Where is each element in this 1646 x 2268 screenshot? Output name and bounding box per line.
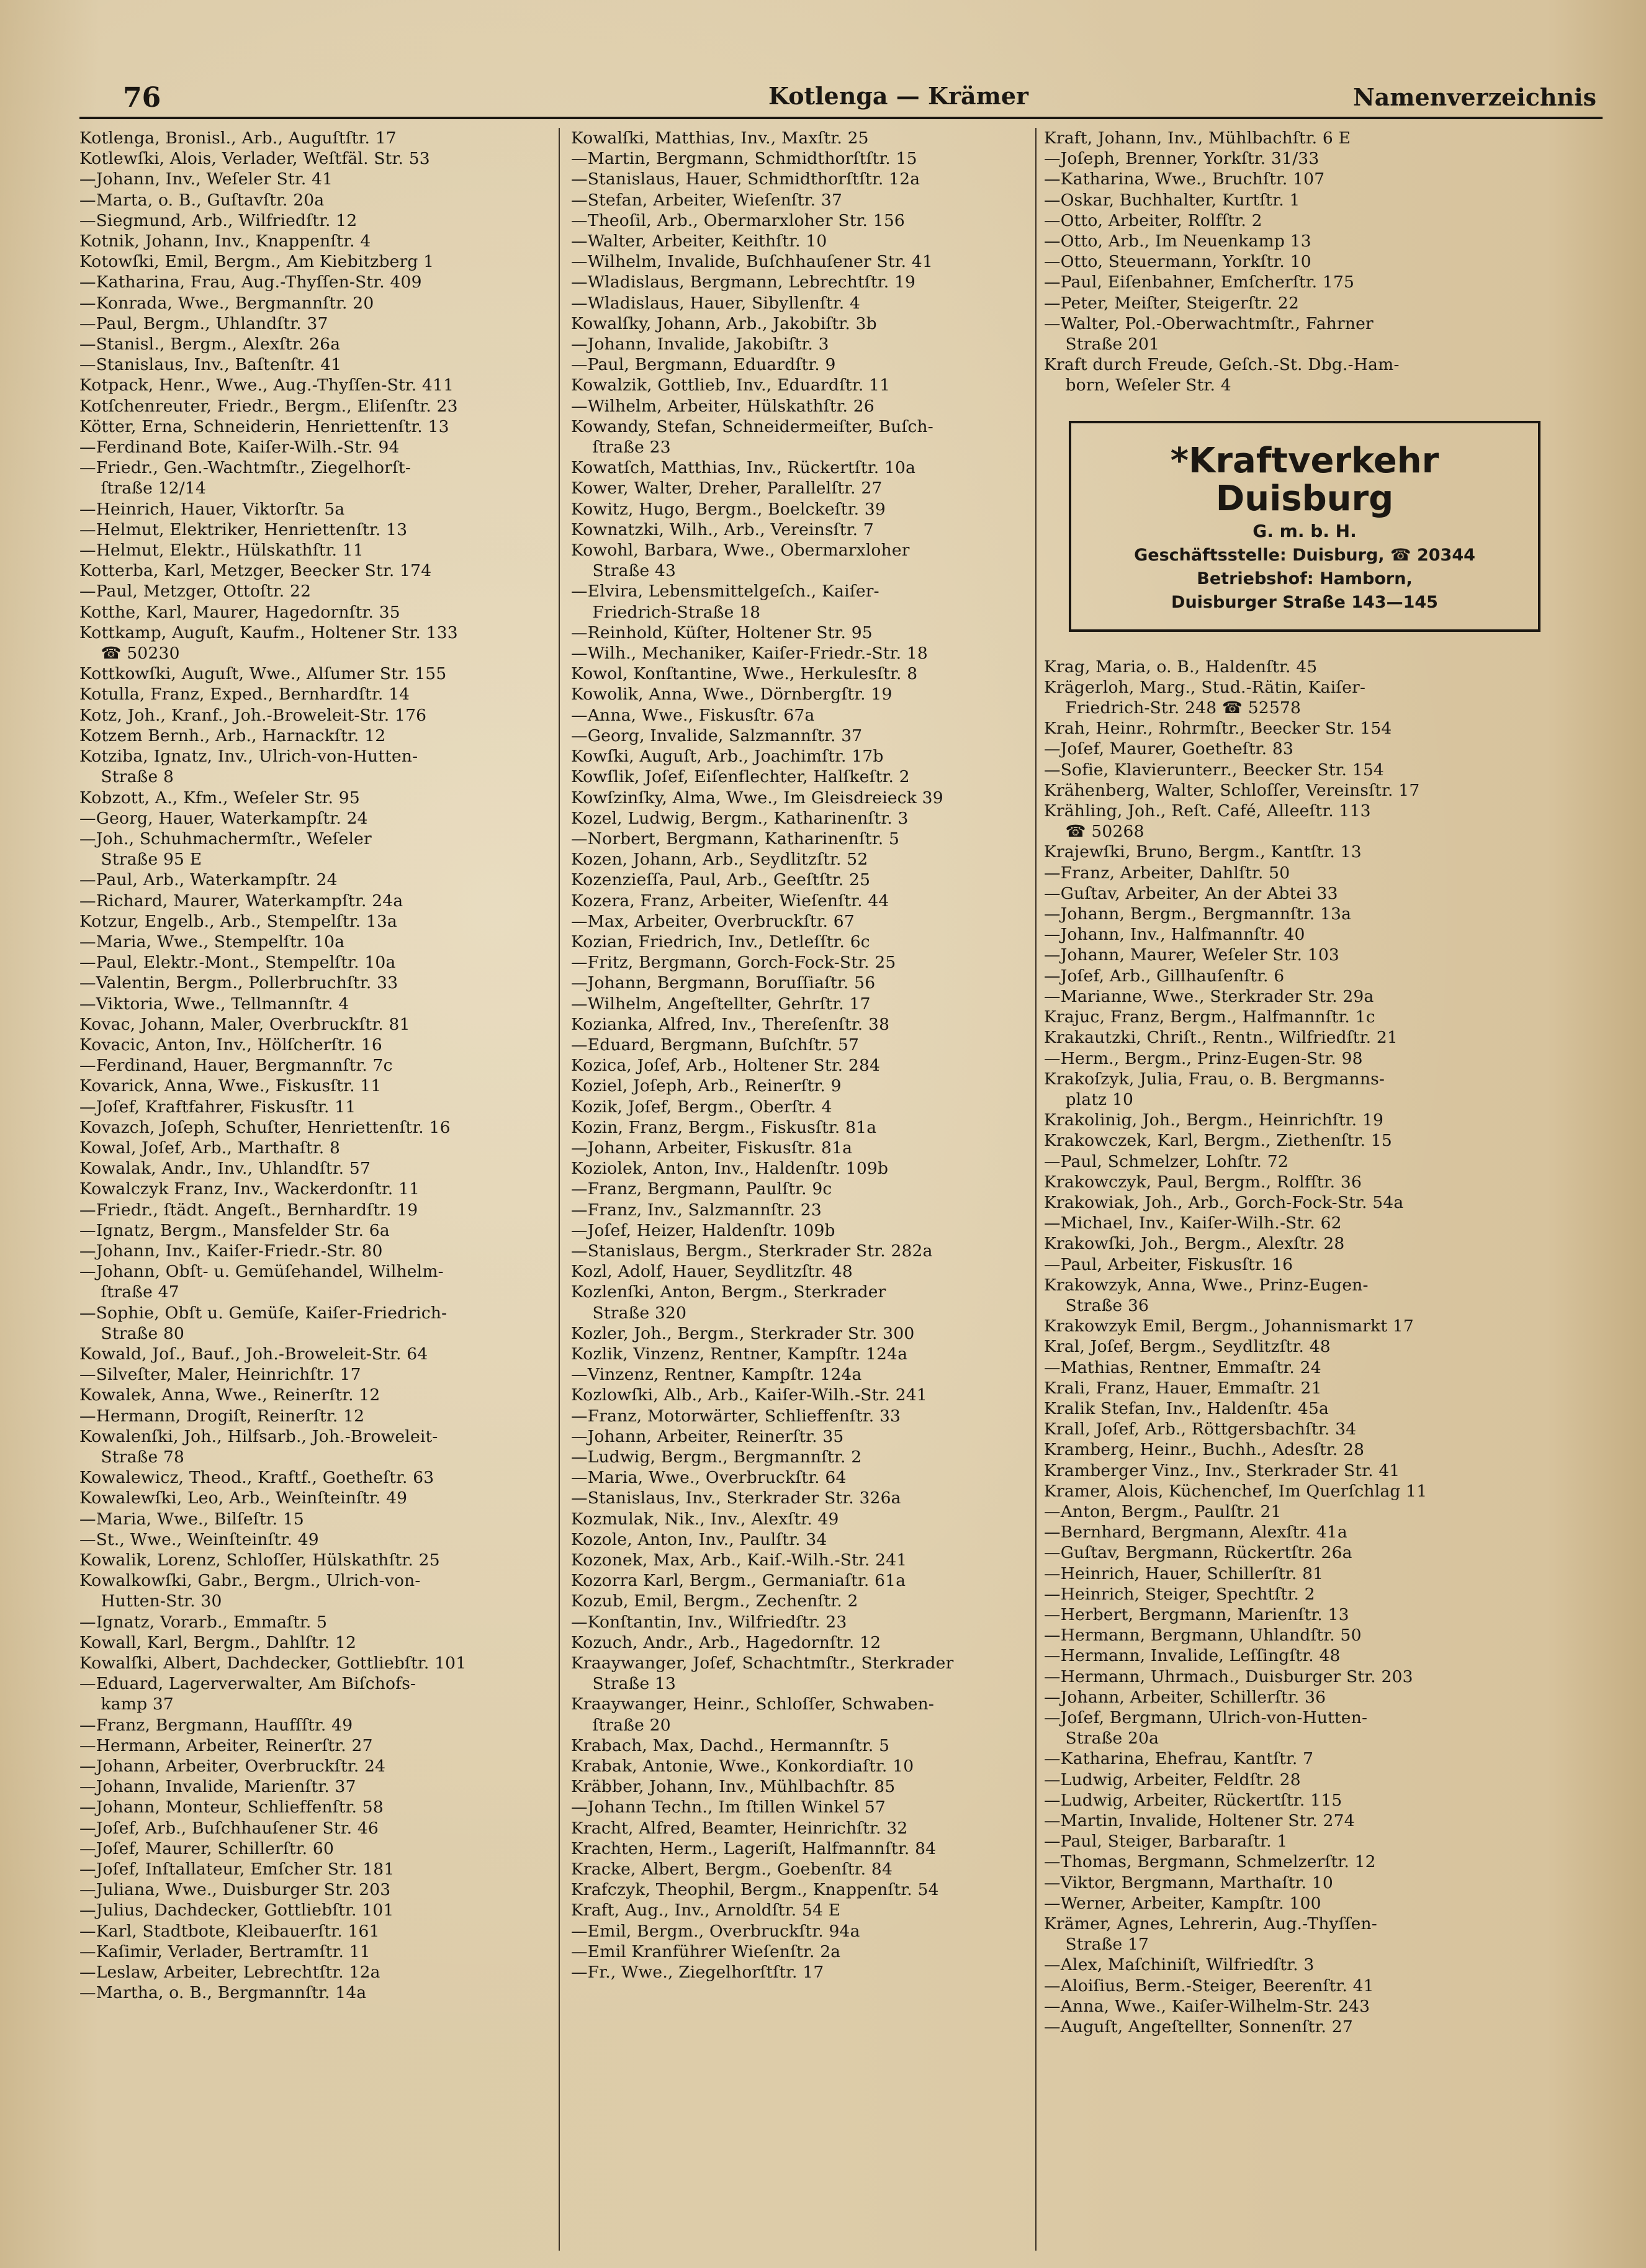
directory-entry: Kozica, Joſef, Arb., Holtener Str. 284 [571,1056,881,1076]
directory-entry: —Julius, Dachdecker, Gottliebſtr. 101 [79,1901,394,1920]
directory-entry: Krähenberg, Walter, Schloſſer, Vereinsſtr. 17 [1044,780,1420,800]
directory-entry: —Joſef, Arb., Gillhauſenſtr. 6 [1044,966,1285,986]
directory-entry: —Anna, Wwe., Fiskusſtr. 67a [571,705,815,725]
directory-entry: Kozianka, Alfred, Inv., Thereſenſtr. 38 [571,1014,890,1034]
directory-entry: —Konſtantin, Inv., Wilfriedſtr. 23 [571,1612,847,1632]
directory-entry: Kowall, Karl, Bergm., Dahlſtr. 12 [79,1632,357,1652]
directory-entry: Kracke, Albert, Bergm., Goebenſtr. 84 [571,1860,893,1879]
directory-entry: Kozlenſki, Anton, Bergm., Sterkrader Straße 320 [571,1282,886,1323]
directory-entry: Kralik Stefan, Inv., Haldenſtr. 45a [1044,1398,1329,1418]
directory-entry: —Anton, Bergm., Paulſtr. 21 [1044,1501,1282,1521]
directory-entry: Kraft, Johann, Inv., Mühlbachſtr. 6 E [1044,128,1351,148]
directory-entry: —Wilhelm, Arbeiter, Hülskathſtr. 26 [571,396,875,416]
page-header [79,79,1603,119]
directory-entry: —Franz, Inv., Salzmannſtr. 23 [571,1200,822,1220]
advert-address: Duisburger Straße 143—145 [1171,592,1438,612]
directory-entry: —Wilhelm, Angeſtellter, Gehrſtr. 17 [571,994,871,1014]
directory-entry: —Hermann, Uhrmach., Duisburger Str. 203 [1044,1667,1413,1686]
directory-entry: —Paul, Arb., Waterkampſtr. 24 [79,870,338,890]
directory-entry: —Helmut, Elektr., Hülskathſtr. 11 [79,541,364,560]
directory-entry: —Johann, Maurer, Weſeler Str. 103 [1044,945,1339,965]
directory-entry: Krakowzyk, Anna, Wwe., Prinz-Eugen- Straße 36 [1044,1275,1369,1315]
directory-entry: —Wladislaus, Bergmann, Lebrechtſtr. 19 [571,272,916,292]
directory-entry: Kower, Walter, Dreher, Parallelſtr. 27 [571,479,883,498]
directory-entry: —Martha, o. B., Bergmannſtr. 14a [79,1983,367,2003]
directory-entry: —Werner, Arbeiter, Kampſtr. 100 [1044,1893,1321,1913]
directory-entry: —Auguſt, Angeſtellter, Sonnenſtr. 27 [1044,2017,1353,2037]
directory-entry: —Friedr., ſtädt. Angeſt., Bernhardſtr. 19 [79,1200,418,1220]
directory-entry: Kowalewſki, Leo, Arb., Weinſteinſtr. 49 [79,1488,408,1508]
directory-entry: Kotz, Joh., Kranf., Joh.-Broweleit-Str. 176 [79,705,427,725]
directory-entry: Kowalenſki, Joh., Hilfsarb., Joh.-Broweleit- Straße 78 [79,1426,438,1467]
directory-entry: —Konrada, Wwe., Bergmannſtr. 20 [79,293,374,313]
directory-entry: Kozonek, Max, Arb., Kaiſ.-Wilh.-Str. 241 [571,1550,907,1570]
directory-entry: Kowalſki, Albert, Dachdecker, Gottliebſtr. 101 [79,1654,467,1673]
directory-entry: Krag, Maria, o. B., Haldenſtr. 45 [1044,657,1318,677]
directory-entry: Krakowſki, Joh., Bergm., Alexſtr. 28 [1044,1234,1345,1254]
directory-entry: —Franz, Bergmann, Haufſſtr. 49 [79,1715,353,1735]
directory-entry: Kowalkowſki, Gabr., Bergm., Ulrich-von- Hutten-Str. 30 [79,1571,421,1611]
directory-entry: Kozik, Joſef, Bergm., Oberſtr. 4 [571,1097,832,1117]
section-title: Namenverzeichnis [1352,83,1596,111]
directory-entry: Kötter, Erna, Schneiderin, Henriettenſtr. 13 [79,416,449,436]
directory-entry: —Herm., Bergm., Prinz-Eugen-Str. 98 [1044,1048,1363,1068]
directory-entry: Krähling, Joh., Reſt. Café, Alleeſtr. 113 ☎ 50268 [1044,801,1371,842]
directory-entry: —Johann, Bergmann, Boruſſiaſtr. 56 [571,973,876,993]
directory-entry: Krakolinig, Joh., Bergm., Heinrichſtr. 19 [1044,1110,1384,1130]
directory-entry: —Paul, Bergmann, Eduardſtr. 9 [571,355,836,375]
directory-entry: —Heinrich, Hauer, Viktorſtr. 5a [79,499,345,519]
directory-entry: —Stanislaus, Hauer, Schmidthorſtſtr. 12a [571,169,920,189]
directory-entry: Kovazch, Joſeph, Schuſter, Henriettenſtr. 16 [79,1117,451,1137]
directory-entry: —Martin, Bergmann, Schmidthorſtſtr. 15 [571,149,917,169]
directory-entry: —Viktoria, Wwe., Tellmannſtr. 4 [79,994,349,1014]
directory-entry: —Ludwig, Arbeiter, Feldſtr. 28 [1044,1770,1301,1789]
directory-entry: —Katharina, Wwe., Bruchſtr. 107 [1044,169,1325,189]
directory-entry: —Wilhelm, Invalide, Buſchhauſener Str. 41 [571,252,933,272]
directory-entry: —Stanislaus, Inv., Sterkrader Str. 326a [571,1488,901,1508]
directory-entry: —Mathias, Rentner, Emmaſtr. 24 [1044,1357,1321,1377]
directory-entry: Kozler, Joh., Bergm., Sterkrader Str. 300 [571,1323,915,1343]
directory-entry: Krämer, Agnes, Lehrerin, Aug.-Thyſſen- Straße 17 [1044,1914,1377,1955]
directory-entry: Kräbber, Johann, Inv., Mühlbachſtr. 85 [571,1777,896,1797]
directory-entry: Kozlik, Vinzenz, Rentner, Kampſtr. 124a [571,1344,908,1364]
directory-entry: —Johann, Arbeiter, Schillerſtr. 36 [1044,1687,1326,1707]
directory-entry: Kotterba, Karl, Metzger, Beecker Str. 174 [79,561,432,581]
directory-entry: Kowitz, Hugo, Bergm., Boelckeſtr. 39 [571,499,886,519]
directory-entry: —Hermann, Drogiſt, Reinerſtr. 12 [79,1406,365,1426]
directory-entry: Kottkamp, Auguſt, Kaufm., Holtener Str. 133 ☎ 50230 [79,623,458,664]
directory-entry: —Herbert, Bergmann, Marienſtr. 13 [1044,1604,1349,1624]
directory-entry: —Johann, Arbeiter, Reinerſtr. 35 [571,1426,844,1446]
page-title: Kotlenga — Krämer [768,82,1029,110]
directory-entry: Kowalak, Andr., Inv., Uhlandſtr. 57 [79,1159,371,1179]
directory-entry: —Otto, Arb., Im Neuenkamp 13 [1044,232,1311,251]
directory-entry: —Paul, Eiſenbahner, Emſcherſtr. 175 [1044,272,1355,292]
directory-entry: Kozuch, Andr., Arb., Hagedornſtr. 12 [571,1632,881,1652]
directory-entry: —Eduard, Lagerverwalter, Am Biſchofs- kamp 37 [79,1674,416,1714]
directory-entry: Kotulla, Franz, Exped., Bernhardſtr. 14 [79,685,410,704]
directory-entry: Kowatſch, Matthias, Inv., Rückertſtr. 10a [571,458,916,478]
directory-entry: Krajuc, Franz, Bergm., Halfmannſtr. 1c [1044,1007,1375,1027]
directory-entry: —Valentin, Bergm., Pollerbruchſtr. 33 [79,973,398,993]
directory-entry: Kovac, Johann, Maler, Overbruckſtr. 81 [79,1014,410,1034]
directory-entry: Kotzem Bernh., Arb., Harnackſtr. 12 [79,726,386,745]
directory-entry: —Max, Arbeiter, Overbruckſtr. 67 [571,911,855,931]
directory-entry: —Joſeph, Brenner, Yorkſtr. 31/33 [1044,149,1320,169]
directory-entry: Kowol, Konſtantine, Wwe., Herkulesſtr. 8 [571,664,918,684]
directory-entry: Kozel, Ludwig, Bergm., Katharinenſtr. 3 [571,808,909,828]
directory-entry: —Michael, Inv., Kaiſer-Wilh.-Str. 62 [1044,1213,1342,1233]
directory-entry: Kozera, Franz, Arbeiter, Wieſenſtr. 44 [571,891,889,911]
directory-entry: —Joſef, Heizer, Haldenſtr. 109b [571,1220,835,1240]
directory-entry: —Wladislaus, Hauer, Sibyllenſtr. 4 [571,293,861,313]
page-number: 76 [123,82,161,114]
directory-entry: Krakautzki, Chriſt., Rentn., Wilfriedſtr. 21 [1044,1028,1398,1048]
directory-entry: —Katharina, Ehefrau, Kantſtr. 7 [1044,1749,1314,1769]
directory-entry: Kozin, Franz, Bergm., Fiskusſtr. 81a [571,1117,877,1137]
directory-entry: Kotziba, Ignatz, Inv., Ulrich-von-Hutten- Straße 8 [79,747,418,787]
directory-entry: —Joſef, Maurer, Schillerſtr. 60 [79,1838,335,1858]
directory-entry: Kowalczyk Franz, Inv., Wackerdonſtr. 11 [79,1179,420,1199]
directory-entry: —Silveſter, Maler, Heinrichſtr. 17 [79,1365,361,1385]
directory-entry: —Paul, Bergm., Uhlandſtr. 37 [79,313,328,333]
directory-entry: —Katharina, Frau, Aug.-Thyſſen-Str. 409 [79,272,422,292]
directory-entry: Krabak, Antonie, Wwe., Konkordiaſtr. 10 [571,1757,914,1776]
directory-entry: Krakowiak, Joh., Arb., Gorch-Fock-Str. 54a [1044,1192,1404,1212]
directory-entry: Krah, Heinr., Rohrmſtr., Beecker Str. 154 [1044,719,1392,739]
directory-entry: —Walter, Pol.-Oberwachtmſtr., Fahrner Straße 201 [1044,313,1374,354]
directory-entry: —Thomas, Bergmann, Schmelzerſtr. 12 [1044,1852,1376,1872]
directory-entry: —Wilh., Mechaniker, Kaiſer-Friedr.-Str. 18 [571,644,928,664]
directory-entry: —Franz, Motorwärter, Schlieffenſtr. 33 [571,1406,901,1426]
directory-entry: Kramer, Alois, Küchenchef, Im Querſchlag 11 [1044,1481,1428,1501]
directory-entry: Kozen, Johann, Arb., Seydlitzſtr. 52 [571,850,868,870]
directory-entry: —Johann, Inv., Weſeler Str. 41 [79,169,333,189]
directory-entry: Krägerloh, Marg., Stud.-Rätin, Kaiſer- Friedrich-Str. 248 ☎ 52578 [1044,677,1366,718]
directory-entry: —Johann, Inv., Kaiſer-Friedr.-Str. 80 [79,1241,383,1261]
directory-entry: Kownatzki, Wilh., Arb., Vereinsſtr. 7 [571,520,874,539]
directory-entry: Kozub, Emil, Bergm., Zechenſtr. 2 [571,1591,858,1611]
directory-entry: —Paul, Steiger, Barbaraſtr. 1 [1044,1832,1288,1852]
directory-entry: Kotſchenreuter, Friedr., Bergm., Eliſenſtr. 23 [79,396,458,416]
directory-column-1 [79,128,551,2251]
directory-entry: Kral, Joſef, Bergm., Seydlitzſtr. 48 [1044,1337,1331,1357]
directory-entry: —Fritz, Bergmann, Gorch-Fock-Str. 25 [571,953,896,973]
directory-entry: —Joſef, Kraftfahrer, Fiskusſtr. 11 [79,1097,356,1117]
directory-entry: —Johann, Arbeiter, Overbruckſtr. 24 [79,1757,386,1776]
directory-entry: —Eduard, Bergmann, Buſchſtr. 57 [571,1035,860,1055]
directory-entry: Kozian, Friedrich, Inv., Detleſſtr. 6c [571,932,870,952]
advert-legal-form: G. m. b. H. [1252,520,1357,541]
directory-entry: Kozenzieſſa, Paul, Arb., Geeſtſtr. 25 [571,870,871,890]
directory-entry: Kramberg, Heinr., Buchh., Adesſtr. 28 [1044,1440,1365,1460]
directory-entry: —Georg, Invalide, Salzmannſtr. 37 [571,726,863,745]
directory-entry: —Leslaw, Arbeiter, Lebrechtſtr. 12a [79,1963,380,1982]
directory-entry: Kowolik, Anna, Wwe., Dörnbergſtr. 19 [571,685,893,704]
directory-entry: —Kaſimir, Verlader, Bertramſtr. 11 [79,1942,371,1961]
directory-entry: —Guſtav, Bergmann, Rückertſtr. 26a [1044,1543,1352,1563]
directory-entry: —Paul, Schmelzer, Lohſtr. 72 [1044,1151,1288,1171]
directory-entry: Kowalek, Anna, Wwe., Reinerſtr. 12 [79,1385,380,1405]
directory-entry: —Franz, Bergmann, Paulſtr. 9c [571,1179,832,1199]
directory-entry: —Joſef, Maurer, Goetheſtr. 83 [1044,739,1294,759]
column-divider [559,128,560,2251]
directory-entry: —Siegmund, Arb., Wilfriedſtr. 12 [79,210,358,230]
directory-entry: —Franz, Arbeiter, Dahlſtr. 50 [1044,863,1290,883]
directory-column-3 [1044,128,1559,2251]
directory-entry: —Anna, Wwe., Kaiſer-Wilhelm-Str. 243 [1044,1996,1370,2016]
directory-entry: Kotthe, Karl, Maurer, Hagedornſtr. 35 [79,602,400,622]
directory-entry: —Richard, Maurer, Waterkampſtr. 24a [79,891,403,911]
advert-city: Duisburg [1215,478,1394,519]
directory-entry: —Sophie, Obſt u. Gemüſe, Kaiſer-Friedrich- Straße 80 [79,1303,447,1343]
directory-entry: Kovacic, Anton, Inv., Hölſcherſtr. 16 [79,1035,382,1055]
directory-entry: Kraft durch Freude, Geſch.-St. Dbg.-Ham- born, Weſeler Str. 4 [1044,355,1400,395]
directory-entry: Kramberger Vinz., Inv., Sterkrader Str. 41 [1044,1460,1400,1480]
directory-entry: —Elvira, Lebensmittelgeſch., Kaiſer- Friedrich-Straße 18 [571,582,879,622]
directory-entry: Kobzott, A., Kfm., Weſeler Str. 95 [79,788,360,808]
directory-entry: —Heinrich, Hauer, Schillerſtr. 81 [1044,1564,1324,1583]
directory-entry: —Johann, Invalide, Jakobiſtr. 3 [571,335,829,354]
directory-entry: —Guſtav, Arbeiter, An der Abtei 33 [1044,883,1338,903]
directory-entry: Kowſki, Auguſt, Arb., Joachimſtr. 17b [571,747,884,767]
directory-entry: —Marta, o. B., Guſtavſtr. 20a [79,190,325,210]
directory-entry: —Reinhold, Küſter, Holtener Str. 95 [571,623,873,642]
directory-entry: Kowalik, Lorenz, Schloſſer, Hülskathſtr. 25 [79,1550,440,1570]
directory-entry: Krall, Joſef, Arb., Röttgersbachſtr. 34 [1044,1420,1357,1439]
directory-entry: Krabach, Max, Dachd., Hermannſtr. 5 [571,1735,890,1755]
directory-entry: Krafczyk, Theophil, Bergm., Knappenſtr. 54 [571,1880,939,1900]
directory-entry: —Johann Techn., Im ſtillen Winkel 57 [571,1798,886,1817]
directory-column-2 [571,128,1055,2251]
advertisement-box [1069,421,1540,632]
directory-entry: —Ignatz, Bergm., Mansfelder Str. 6a [79,1220,390,1240]
directory-entry: —Emil, Bergm., Overbruckſtr. 94a [571,1921,860,1941]
directory-entry: Kozorra Karl, Bergm., Germaniaſtr. 61a [571,1571,906,1591]
directory-entry: Kraaywanger, Heinr., Schloſſer, Schwaben- ſtraße 20 [571,1694,935,1735]
directory-entry: Kowalſky, Johann, Arb., Jakobiſtr. 3b [571,313,877,333]
directory-entry: Kotlenga, Bronisl., Arb., Auguſtſtr. 17 [79,128,397,148]
directory-entry: —Joh., Schuhmachermſtr., Weſeler Straße 95 E [79,829,372,870]
directory-entry: —Bernhard, Bergmann, Alexſtr. 41a [1044,1523,1347,1542]
directory-entry: Krakowzyk Emil, Bergm., Johannismarkt 17 [1044,1316,1414,1336]
directory-entry: —Ludwig, Bergm., Bergmannſtr. 2 [571,1447,862,1467]
directory-entry: —Otto, Arbeiter, Rolfſtr. 2 [1044,210,1262,230]
directory-entry: —Peter, Meiſter, Steigerſtr. 22 [1044,293,1300,313]
directory-entry: —Emil Kranführer Wieſenſtr. 2a [571,1942,841,1961]
directory-entry: —Oskar, Buchhalter, Kurtſtr. 1 [1044,190,1300,210]
directory-entry: —Joſef, Inſtallateur, Emſcher Str. 181 [79,1860,395,1879]
directory-entry: Krachten, Herm., Lageriſt, Halfmannſtr. 84 [571,1838,937,1858]
directory-entry: —Ferdinand Bote, Kaiſer-Wilh.-Str. 94 [79,438,400,457]
directory-entry: Kowalſki, Matthias, Inv., Maxſtr. 25 [571,128,869,148]
directory-entry: Kovarick, Anna, Wwe., Fiskusſtr. 11 [79,1076,382,1096]
directory-entry: —Alex, Maſchiniſt, Wilfriedſtr. 3 [1044,1955,1315,1975]
directory-entry: Kowal, Joſef, Arb., Marthaſtr. 8 [79,1138,341,1158]
directory-entry: —Martin, Invalide, Holtener Str. 274 [1044,1811,1355,1831]
directory-entry: Krali, Franz, Hauer, Emmaſtr. 21 [1044,1378,1322,1398]
directory-entry: Kotowſki, Emil, Bergm., Am Kiebitzberg 1 [79,252,434,272]
directory-entry: —Marianne, Wwe., Sterkrader Str. 29a [1044,986,1374,1006]
directory-entry: Kottkowſki, Auguſt, Wwe., Alſumer Str. 155 [79,664,447,684]
directory-entry: —Joſef, Bergmann, Ulrich-von-Hutten- Straße 20a [1044,1708,1368,1748]
directory-entry: Kowalzik, Gottlieb, Inv., Eduardſtr. 11 [571,376,891,395]
directory-entry: Kraft, Aug., Inv., Arnoldſtr. 54 E [571,1901,841,1920]
directory-entry: —Aloiſius, Berm.-Steiger, Beerenſtr. 41 [1044,1976,1374,1996]
directory-entry: Kozl, Adolf, Hauer, Seydlitzſtr. 48 [571,1262,853,1282]
directory-entry: Kozmulak, Nik., Inv., Alexſtr. 49 [571,1509,839,1529]
directory-entry: —Paul, Elektr.-Mont., Stempelſtr. 10a [79,953,396,973]
directory-entry: —Stanislaus, Bergm., Sterkrader Str. 282a [571,1241,933,1261]
directory-entry: —Hermann, Bergmann, Uhlandſtr. 50 [1044,1626,1362,1645]
directory-entry: —Norbert, Bergmann, Katharinenſtr. 5 [571,829,900,848]
directory-entry: —Juliana, Wwe., Duisburger Str. 203 [79,1880,391,1900]
directory-entry: —Karl, Stadtbote, Kleibauerſtr. 161 [79,1921,380,1941]
directory-entry: Kowalewicz, Theod., Kraftf., Goetheſtr. 63 [79,1468,434,1488]
directory-entry: Kracht, Alfred, Beamter, Heinrichſtr. 32 [571,1818,908,1838]
directory-entry: —Theoſil, Arb., Obermarxloher Str. 156 [571,210,905,230]
directory-entry: —Johann, Monteur, Schlieffenſtr. 58 [79,1798,384,1817]
directory-entry: —Maria, Wwe., Bilſeſtr. 15 [79,1509,304,1529]
advert-company: *Kraftverkehr [1170,440,1439,481]
directory-entry: —Friedr., Gen.-Wachtmſtr., Ziegelhorſt- ſtraße 12/14 [79,458,412,498]
directory-entry: —Ignatz, Vorarb., Emmaſtr. 5 [79,1612,328,1632]
directory-entry: —Paul, Arbeiter, Fiskusſtr. 16 [1044,1254,1293,1274]
directory-entry: Krakoſzyk, Julia, Frau, o. B. Bergmanns- platz 10 [1044,1069,1385,1109]
directory-entry: Kowſzinſky, Alma, Wwe., Im Gleisdreieck 39 [571,788,943,808]
directory-entry: —Johann, Arbeiter, Fiskusſtr. 81a [571,1138,853,1158]
directory-entry: —Vinzenz, Rentner, Kampſtr. 124a [571,1365,862,1385]
directory-entry: Kotzur, Engelb., Arb., Stempelſtr. 13a [79,911,398,931]
directory-entry: —Stanislaus, Inv., Baſtenſtr. 41 [79,355,342,375]
directory-entry: —Johann, Inv., Halfmannſtr. 40 [1044,925,1305,945]
directory-entry: —Maria, Wwe., Overbruckſtr. 64 [571,1468,847,1488]
directory-entry: Krakowczyk, Paul, Bergm., Rolfſtr. 36 [1044,1172,1362,1192]
directory-entry: Kraaywanger, Joſef, Schachtmſtr., Sterkrader Straße 13 [571,1654,954,1694]
directory-entry: —Ferdinand, Hauer, Bergmannſtr. 7c [79,1056,393,1076]
directory-entry: —Georg, Hauer, Waterkampſtr. 24 [79,808,368,828]
advert-office: Geschäftsstelle: Duisburg, ☎ 20344 [1134,545,1475,565]
directory-entry: —Heinrich, Steiger, Spechtſtr. 2 [1044,1584,1315,1604]
directory-entry: —Johann, Obſt- u. Gemüſehandel, Wilhelm- ſtraße 47 [79,1262,444,1302]
directory-entry: —Fr., Wwe., Ziegelhorſtſtr. 17 [571,1963,824,1982]
directory-entry: Kowandy, Stefan, Schneidermeiſter, Buſch- ſtraße 23 [571,416,933,457]
directory-entry: Kotnik, Johann, Inv., Knappenſtr. 4 [79,232,371,251]
directory-entry: —Helmut, Elektriker, Henriettenſtr. 13 [79,520,408,539]
directory-entry: Koziolek, Anton, Inv., Haldenſtr. 109b [571,1159,889,1179]
directory-entry: —Walter, Arbeiter, Keithſtr. 10 [571,232,827,251]
advert-depot: Betriebshof: Hamborn, [1197,569,1413,588]
directory-entry: —Joſef, Arb., Buſchhauſener Str. 46 [79,1818,379,1838]
directory-entry: Kowſlik, Joſef, Eiſenflechter, Halſkeſtr. 2 [571,767,910,787]
directory-entry: —Maria, Wwe., Stempelſtr. 10a [79,932,345,952]
directory-entry: Kotlewſki, Alois, Verlader, Weſtfäl. Str. 53 [79,149,430,169]
directory-entry: —Sofie, Klavierunterr., Beecker Str. 154 [1044,760,1384,780]
directory-entry: Krajewſki, Bruno, Bergm., Kantſtr. 13 [1044,842,1362,862]
directory-entry: —Ludwig, Arbeiter, Rückertſtr. 115 [1044,1790,1342,1810]
directory-entry: —Hermann, Arbeiter, Reinerſtr. 27 [79,1735,373,1755]
directory-entry: —Johann, Bergm., Bergmannſtr. 13a [1044,904,1352,924]
directory-entry: —Paul, Metzger, Ottoſtr. 22 [79,582,312,601]
directory-entry: —Viktor, Bergmann, Marthaſtr. 10 [1044,1873,1333,1892]
directory-entry: Koziel, Joſeph, Arb., Reinerſtr. 9 [571,1076,842,1096]
directory-entry: Kozole, Anton, Inv., Paulſtr. 34 [571,1529,827,1549]
directory-entry: —Johann, Invalide, Marienſtr. 37 [79,1777,356,1797]
directory-entry: —Stefan, Arbeiter, Wieſenſtr. 37 [571,190,843,210]
directory-entry: —Stanisl., Bergm., Alexſtr. 26a [79,335,341,354]
directory-entry: Kowohl, Barbara, Wwe., Obermarxloher Straße 43 [571,541,910,581]
directory-entry: Kotpack, Henr., Wwe., Aug.-Thyſſen-Str. 411 [79,376,454,395]
directory-entry: Kowald, Joſ., Bauf., Joh.-Broweleit-Str. 64 [79,1344,428,1364]
directory-entry: —Otto, Steuermann, Yorkſtr. 10 [1044,252,1311,272]
directory-entry: Krakowczek, Karl, Bergm., Ziethenſtr. 15 [1044,1131,1392,1151]
directory-entry: Kozlowſki, Alb., Arb., Kaiſer-Wilh.-Str. 241 [571,1385,927,1405]
directory-entry: —Hermann, Invalide, Leſſingſtr. 48 [1044,1646,1341,1666]
directory-entry: —St., Wwe., Weinſteinſtr. 49 [79,1529,319,1549]
